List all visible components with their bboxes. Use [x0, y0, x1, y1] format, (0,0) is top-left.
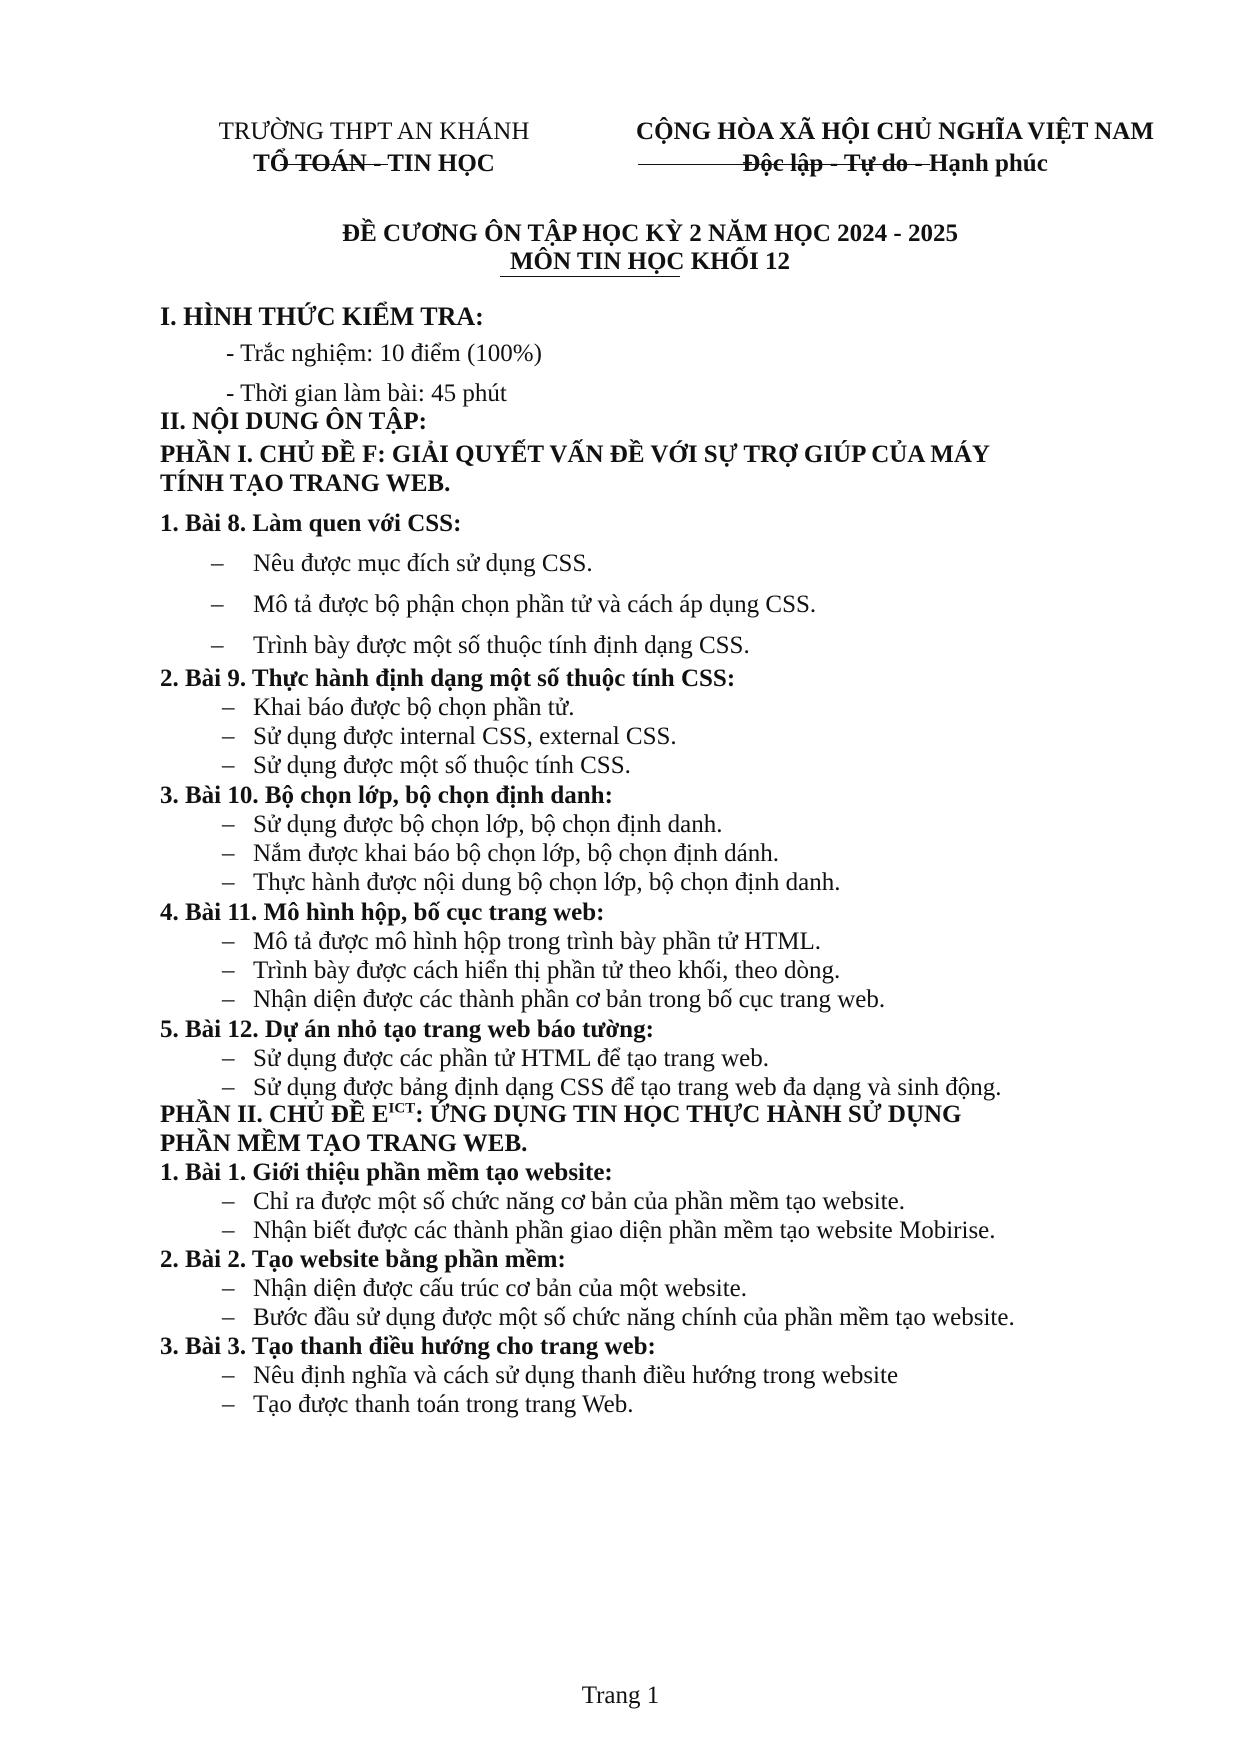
list-item-text: Sử dụng được các phần tử HTML để tạo trang web.: [253, 1045, 770, 1072]
dash-marker: –: [222, 928, 235, 955]
list-item-text: Chỉ ra được một số chức năng cơ bản của phần mềm tạo website.: [253, 1188, 905, 1215]
header-right: [600, 116, 1190, 180]
list-item-text: Mô tả được bộ phận chọn phần tử và cách áp dụng CSS.: [253, 591, 817, 618]
part-heading-suffix: : ỨNG DỤNG TIN HỌC THỰC HÀNH SỬ DỤNG: [415, 1101, 962, 1128]
department-name: TỔ TOÁN - TIN HỌC: [253, 150, 495, 177]
list-item-text: Bước đầu sử dụng được một số chức năng chính của phần mềm tạo website.: [253, 1304, 1015, 1331]
part-heading: [160, 1101, 962, 1129]
dash-marker: –: [222, 1074, 235, 1101]
dash-marker: –: [222, 1188, 235, 1215]
list-item-text: Khai báo được bộ chọn phần tử.: [253, 694, 575, 721]
dash-marker: –: [222, 694, 235, 721]
list-item-text: Sử dụng được bảng định dạng CSS để tạo trang web đa dạng và sinh động.: [253, 1074, 1002, 1101]
document-title: ĐỀ CƯƠNG ÔN TẬP HỌC KỲ 2 NĂM HỌC 2024 - 2025: [342, 220, 958, 247]
list-item-text: Mô tả được mô hình hộp trong trình bày phần tử HTML.: [253, 928, 822, 955]
dash-marker: –: [222, 723, 235, 750]
dash-marker: –: [222, 957, 235, 984]
country-name: CỘNG HÒA XÃ HỘI CHỦ NGHĨA VIỆT NAM: [636, 118, 1154, 145]
lesson-heading: 1. Bài 1. Giới thiệu phần mềm tạo website:: [160, 1159, 613, 1186]
dash-marker: –: [222, 752, 235, 779]
dash-marker: –: [222, 1217, 235, 1244]
part-heading-prefix: PHẦN II. CHỦ ĐỀ E: [160, 1101, 389, 1128]
list-item-text: Sử dụng được bộ chọn lớp, bộ chọn định danh.: [253, 811, 723, 838]
lesson-heading: 2. Bài 2. Tạo website bằng phần mềm:: [160, 1246, 566, 1273]
lesson-heading: 3. Bài 10. Bộ chọn lớp, bộ chọn định danh:: [160, 782, 613, 809]
part-heading: TÍNH TẠO TRANG WEB.: [160, 470, 451, 497]
list-item-text: Tạo được thanh toán trong trang Web.: [253, 1391, 634, 1418]
department-underline: [280, 164, 388, 165]
list-item-text: Nhận diện được các thành phần cơ bản trong bố cục trang web.: [253, 986, 886, 1013]
list-item-text: Nhận diện được cấu trúc cơ bản của một website.: [253, 1275, 747, 1302]
dash-marker: –: [222, 811, 235, 838]
list-item-text: Nêu được mục đích sử dụng CSS.: [253, 550, 593, 577]
dash-marker: –: [222, 1045, 235, 1072]
exam-format-item: - Thời gian làm bài: 45 phút: [226, 380, 507, 407]
school-name: TRƯỜNG THPT AN KHÁNH: [218, 118, 530, 145]
list-item-text: Thực hành được nội dung bộ chọn lớp, bộ chọn định danh.: [253, 869, 841, 896]
lesson-heading: 2. Bài 9. Thực hành định dạng một số thuộc tính CSS:: [160, 665, 736, 692]
lesson-heading: 1. Bài 8. Làm quen với CSS:: [160, 510, 462, 537]
dash-marker: –: [222, 840, 235, 867]
list-item-text: Sử dụng được một số thuộc tính CSS.: [253, 752, 631, 779]
dash-marker: –: [222, 869, 235, 896]
list-item-text: Nêu định nghĩa và cách sử dụng thanh điều hướng trong website: [253, 1362, 899, 1389]
dash-marker: –: [222, 1391, 235, 1418]
list-item-text: Trình bày được cách hiển thị phần tử theo khối, theo dòng.: [253, 957, 841, 984]
page-number: Trang 1: [581, 1682, 660, 1709]
document-subtitle: MÔN TIN HỌC KHỐI 12: [509, 248, 791, 275]
dash-marker: –: [211, 632, 224, 659]
title-underline: [500, 276, 680, 277]
dash-marker: –: [211, 550, 224, 577]
exam-format-item: - Trắc nghiệm: 10 điểm (100%): [226, 340, 542, 367]
part-heading: PHẦN MỀM TẠO TRANG WEB.: [160, 1130, 528, 1157]
part-heading: PHẦN I. CHỦ ĐỀ F: GIẢI QUYẾT VẤN ĐỀ VỚI SỰ TRỢ GIÚP CỦA MÁY: [160, 441, 990, 468]
list-item-text: Nhận biết được các thành phần giao diện phần mềm tạo website Mobirise.: [253, 1217, 996, 1244]
section-heading: II. NỘI DUNG ÔN TẬP:: [160, 408, 427, 435]
section-heading: I. HÌNH THỨC KIỂM TRA:: [160, 302, 484, 331]
lesson-heading: 3. Bài 3. Tạo thanh điều hướng cho trang web:: [160, 1333, 656, 1360]
dash-marker: –: [222, 1275, 235, 1302]
lesson-heading: 4. Bài 11. Mô hình hộp, bố cục trang web:: [160, 899, 605, 926]
header-left: [178, 116, 570, 180]
lesson-heading: 5. Bài 12. Dự án nhỏ tạo trang web báo tường:: [160, 1016, 654, 1043]
list-item-text: Nắm được khai báo bộ chọn lớp, bộ chọn định dánh.: [253, 840, 780, 867]
dash-marker: –: [222, 1362, 235, 1389]
part-heading-superscript: ICT: [388, 1100, 416, 1117]
dash-marker: –: [222, 1304, 235, 1331]
dash-marker: –: [211, 591, 224, 618]
motto-underline: [638, 164, 930, 165]
list-item-text: Trình bày được một số thuộc tính định dạng CSS.: [253, 632, 750, 659]
national-motto: Độc lập - Tự do - Hạnh phúc: [742, 150, 1048, 177]
list-item-text: Sử dụng được internal CSS, external CSS.: [253, 723, 677, 750]
dash-marker: –: [222, 986, 235, 1013]
